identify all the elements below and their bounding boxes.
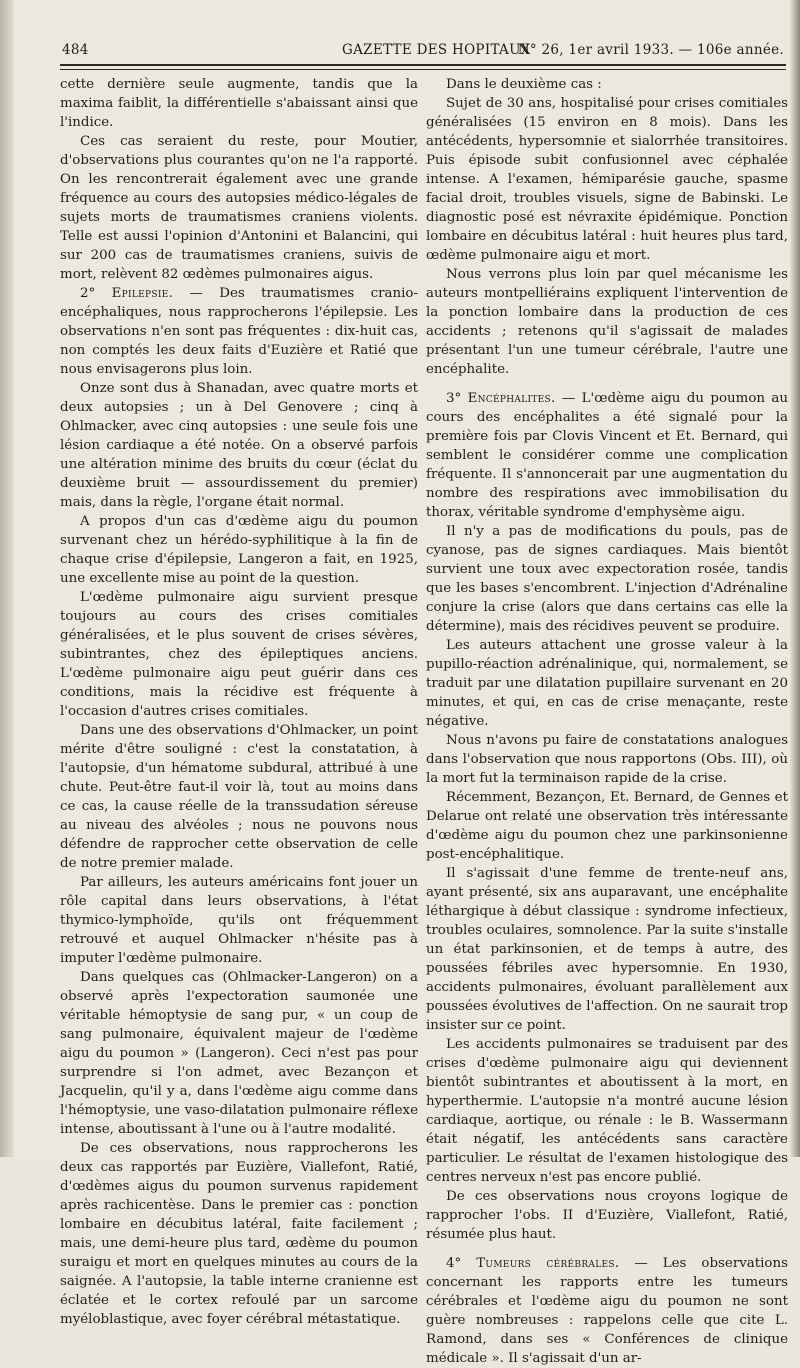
page-edge xyxy=(790,0,800,1157)
paragraph: Les accidents pulmonaires se traduisent par des crises d'œdème pulmonaire aigu qui deviennent bientôt subintrantes et aboutissent à la mort, en hyperthermie. L'autopsie n'a montré aucune lésion cardiaque, aortique, ou rénale : le B. Wassermann était négatif, les antécédents sans caractère particulier. Le résultat de l'examen histologique des centres nerveux n'est pas encore publié. xyxy=(426,1037,788,1185)
section-number: 3° xyxy=(446,391,462,406)
section-paragraph-encephalites xyxy=(426,389,788,522)
paragraph: Sujet de 30 ans, hospitalisé pour crises comitiales généralisées (15 environ en 8 mois). Dans les antécédents, hypersomnie et sialorrhée transitoires. Puis épisode subit confusionnel avec céphalée intense. A l'examen, hémiparésie gauche, spasme facial droit, troubles visuels, signe de Babinski. Le diagnostic posé est névraxite épidémique. Ponction lombaire en décubitus latéral : huit heures plus tard, œdème pulmonaire aigu et mort. xyxy=(426,96,788,263)
section-text: — L'œdème aigu du poumon au cours des encéphalites a été signalé pour la première fois par Clovis Vincent et Et. Bernard, qui semblent le considérer comme une complication fréquente. Il s'annoncerait par une augmentation du nombre des respirations avec immobilisation du thorax, véritable syndrome d'emphysème aigu. xyxy=(426,391,788,520)
paragraph: cette dernière seule augmente, tandis que la maxima faiblit, la différentielle s'abaissant ainsi que l'indice. xyxy=(60,77,418,130)
section-title: Epilepsie. xyxy=(111,286,174,301)
section-text: — Des traumatismes cranio-encéphaliques, nous rapprocherons l'épilepsie. Les observations n'en sont pas fréquentes : dix-huit cas, non comptés les deux faits d'Euzière et Ratié que nous envisagerons plus loin. xyxy=(60,286,419,377)
left-column xyxy=(60,75,418,1329)
journal-title: GAZETTE DES HOPITAUX xyxy=(342,42,531,58)
paragraph: Nous n'avons pu faire de constatations analogues dans l'observation que nous rapportons (Obs. III), où la mort fut la terminaison rapide de la crise. xyxy=(426,733,788,786)
paragraph: Récemment, Bezançon, Et. Bernard, de Gennes et Delarue ont relaté une observation très intéressante d'œdème aigu du poumon chez une parkinsonienne post-encéphalitique. xyxy=(426,790,788,862)
paragraph: Les auteurs attachent une grosse valeur à la pupillo-réaction adrénalinique, qui, normalement, se traduit par une dilatation pupillaire survenant en 20 minutes, et qui, en cas de crise menaçante, reste négative. xyxy=(426,638,788,729)
header-rule-thin xyxy=(60,69,786,70)
paragraph: Il n'y a pas de modifications du pouls, pas de cyanose, pas de signes cardiaques. Mais bientôt survient une toux avec expectoration rosée, tandis que les bases s'encombrent. L'injection d'Adrénaline conjure la crise (alors que dans certains cas elle la détermine), mais des récidives peuvent se produire. xyxy=(426,524,788,634)
paragraph: Ces cas seraient du reste, pour Moutier, d'observations plus courantes qu'on ne l'a rapporté. On les rencontrerait également avec une grande fréquence au cours des autopsies médico-légales de sujets morts de traumatismes craniens violents. Telle est aussi l'opinion d'Antonini et Balancini, qui sur 200 cas de traumatismes craniens, suivis de mort, relèvent 82 œdèmes pulmonaires aigus. xyxy=(60,134,418,282)
issue-info: N° 26, 1er avril 1933. — 106e année. xyxy=(517,42,784,58)
section-paragraph-epilepsie xyxy=(60,284,418,379)
paragraph: De ces observations nous croyons logique de rapprocher l'obs. II d'Euzière, Viallefont, Ratié, résumée plus haut. xyxy=(426,1189,788,1242)
paragraph: Onze sont dus à Shanadan, avec quatre morts et deux autopsies ; un à Del Genovere ; cinq à Ohlmacker, avec cinq autopsies : une seule fois une lésion cardiaque a été notée. On a observé parfois une altération minime des bruits du cœur (éclat du deuxième bruit — assourdissement du premier) mais, dans la règle, l'organe était normal. xyxy=(60,381,418,510)
section-number: 4° xyxy=(446,1256,462,1271)
right-column xyxy=(426,75,788,1368)
paragraph: Nous verrons plus loin par quel mécanisme les auteurs montpelliérains expliquent l'intervention de la ponction lombaire dans la production de ces accidents ; retenons qu'il s'agissait de malades présentant l'un une tumeur cérébrale, l'autre une encéphalite. xyxy=(426,267,788,377)
paragraph: L'œdème pulmonaire aigu survient presque toujours au cours des crises comitiales généralisées, et le plus souvent de crises sévères, subintrantes, chez des épileptiques anciens. L'œdème pulmonaire aigu peut guérir dans ces conditions, mais la récidive est fréquente à l'occasion d'autres crises comitiales. xyxy=(60,590,418,719)
paragraph: A propos d'un cas d'œdème aigu du poumon survenant chez un hérédo-syphilitique à la fin de chaque crise d'épilepsie, Langeron a fait, en 1925, une excellente mise au point de la question. xyxy=(60,514,418,586)
section-title: Tumeurs cérébrales. xyxy=(476,1256,620,1271)
running-header xyxy=(62,38,784,60)
paragraph: De ces observations, nous rapprocherons les deux cas rapportés par Euzière, Viallefont, Ratié, d'œdèmes aigus du poumon survenus rapidement après rachicentèse. Dans le premier cas : ponction lombaire en décubitus latéral, faite facilement ; mais, une demi-heure plus tard, œdème du poumon suraigu et mort en quelques minutes au cours de la saignée. A l'autopsie, la table interne cranienne est éclatée et le cortex refoulé par un sarcome myéloblastique, avec foyer cérébral métastatique. xyxy=(60,1141,418,1327)
paragraph: Dans le deuxième cas : xyxy=(446,77,602,92)
paragraph: Dans quelques cas (Ohlmacker-Langeron) on a observé après l'expectoration saumonée une véritable hémoptysie de sang pur, « un coup de sang pulmonaire, équivalent majeur de l'œdème aigu du poumon » (Langeron). Ceci n'est pas pour surprendre si l'on admet, avec Bezançon et Jacquelin, qu'il y a, dans l'œdème aigu comme dans l'hémoptysie, une vaso-dilatation pulmonaire réflexe intense, aboutissant à l'une ou à l'autre modalité. xyxy=(60,970,418,1137)
section-number: 2° xyxy=(80,286,96,301)
paragraph: Dans une des observations d'Ohlmacker, un point mérite d'être souligné : c'est la constatation, à l'autopsie, d'un hématome subdural, attribué à une chute. Peut-être faut-il voir là, tout au moins dans ce cas, la cause réelle de la transsudation séreuse au niveau des alvéoles ; nous ne pouvons nous défendre de rapprocher cette observation de celle de notre premier malade. xyxy=(60,723,418,871)
paragraph: Par ailleurs, les auteurs américains font jouer un rôle capital dans leurs observations, à l'état thymico-lymphoïde, qu'ils ont fréquemment retrouvé et auquel Ohlmacker n'hésite pas à imputer l'œdème pulmonaire. xyxy=(60,875,418,966)
header-rule-thick xyxy=(60,64,786,66)
section-title: Encéphalites. xyxy=(467,391,556,406)
paragraph: Il s'agissait d'une femme de trente-neuf ans, ayant présenté, six ans auparavant, une encéphalite léthargique à début classique : syndrome infectieux, troubles oculaires, somnolence. Par la suite s'installe un état parkinsonien, et de temps à autre, des poussées fébriles avec hypersomnie. En 1930, accidents pulmonaires, évoluant parallèlement aux poussées évolutives de l'affection. On ne saurait trop insister sur ce point. xyxy=(426,866,788,1033)
page-number: 484 xyxy=(62,42,89,58)
binding-gutter xyxy=(0,0,14,1157)
section-paragraph-tumeurs xyxy=(426,1254,788,1368)
section-text: — Les observations concernant les rapports entre les tumeurs cérébrales et l'œdème aigu du poumon ne sont guère nombreuses : rappelons celle que cite L. Ramond, dans ses « Conférences de clinique médicale ». Il s'agissait d'un ar- xyxy=(426,1256,788,1366)
